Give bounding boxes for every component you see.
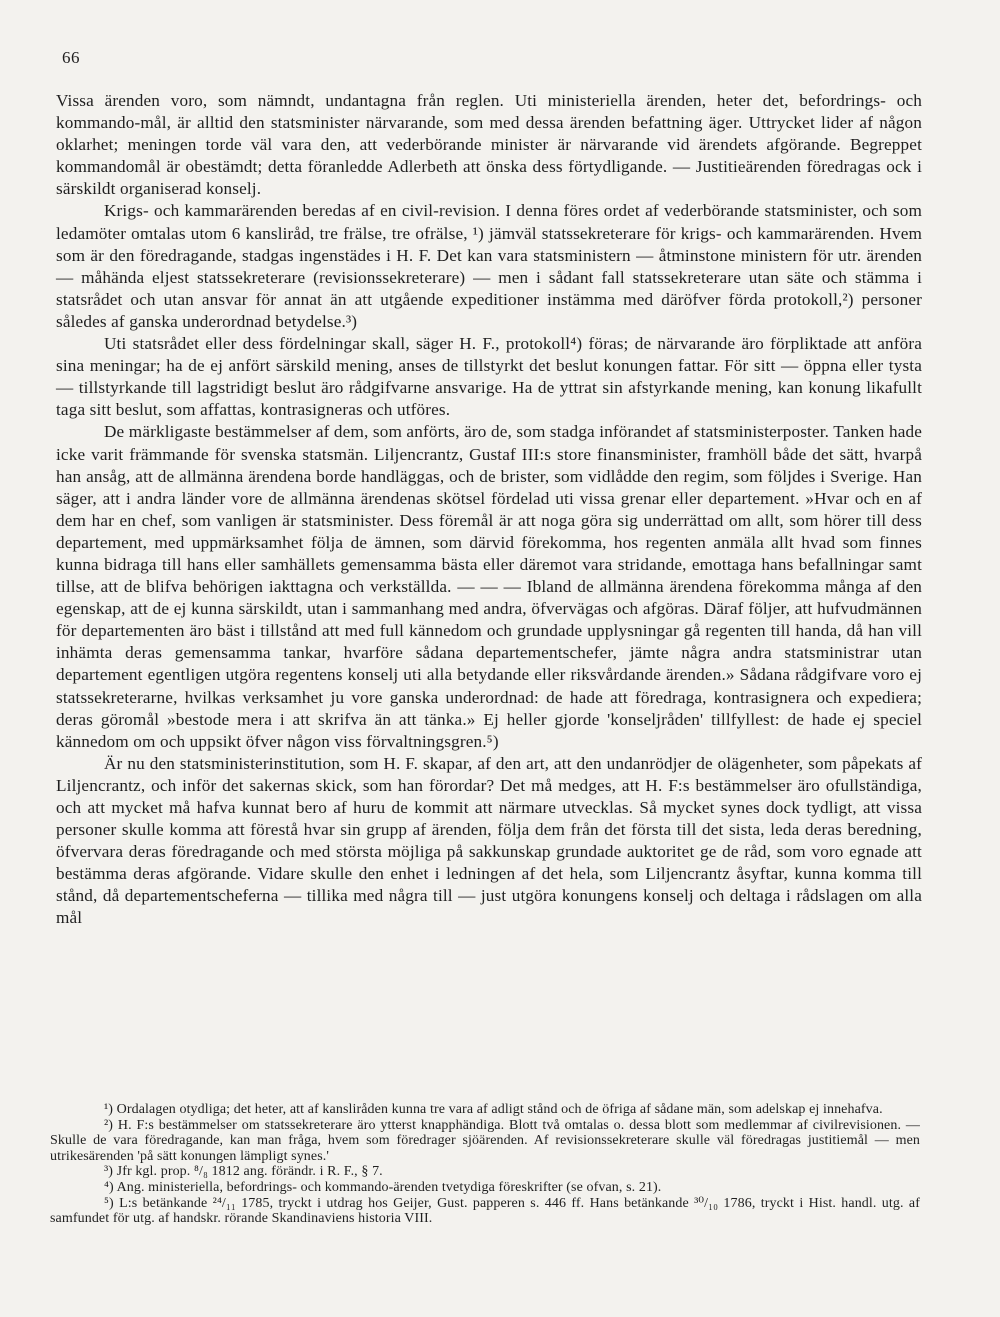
footnotes <box>50 1102 920 1227</box>
footnote: ⁵) L:s betänkande ²⁴/₁₁ 1785, tryckt i utdrag hos Geijer, Gust. papperen s. 446 ff. Hans betänkande ³⁰/₁₀ 1786, tryckt i Hist. handl. utg. af samfundet för utg. af handskr. rörande Skandinaviens historia VIII. <box>50 1195 920 1227</box>
paragraph: De märkligaste bestämmelser af dem, som anförts, äro de, som stadga införandet af statsministerposter. Tanken hade icke varit främmande för svenska statsmän. Liljencrantz, Gustaf III:s store finansminister, framhöll både det sätt, hvarpå han ansåg, att de allmänna ärendena borde handläggas, och de brister, som vidlådde den regim, som följdes i Sverige. Han säger, att i andra länder vore de allmänna ärendenas skötsel fördelad uti vissa grenar eller departement. »Hvar och en af dem har en chef, som vanligen är statsminister. Dess föremål är att noga göra sig underrättad om allt, som hörer till dess departement, med uppmärksamhet följa de ämnen, som därvid förekomma, hos regenten anmäla allt hvad som finnes kunna bidraga till hans eller samhällets gemensamma bästa eller däremot vara stridande, emottaga hans befallningar samt tillse, att de blifva behörigen iakttagna och verkställda. — — — Ibland de allmänna ärendena förekomma många af den egenskap, att de ej kunna särskildt, utan i sammanhang med andra, öfvervägas och afgöras. Däraf följer, att hufvudmännen för departementen äro bäst i tillstånd att med full kännedom och grundade upplysningar gå regenten till handa, då han vill inhämta deras gemensamma tankar, hvarföre sådana departementschefer, jämte några andra statsministrar utan departement egentligen utgöra regentens konselj uti alla betydande eller riksvårdande ärenden.» Sådana rådgifvare voro ej statssekreterarne, hvilkas verksamhet ju vore ganska underordnad: de hade att föredraga, kontrasignera och expediera; deras göromål »bestode mera i att skrifva än att tänka.» Ej heller gjorde 'konseljråden' tillfyllest: de hade ej speciel kännedom om och uppsikt öfver någon viss förvaltningsgren.⁵) <box>56 422 922 751</box>
paragraph: Vissa ärenden voro, som nämndt, undantagna från reglen. Uti ministeriella ärenden, heter det, befordrings- och kommando-mål, är alltid den statsminister närvarande, som med dessa ärenden befattning äger. Uttrycket lider af någon oklarhet; meningen torde väl vara den, att vederbörande minister är närvarande vid ärendets afgörande. Begreppet kommandomål är obestämdt; detta föranledde Adlerbeth att önska dess förtydligande. — Justitieärenden föredragas ock i särskildt organiserad konselj. <box>56 91 922 199</box>
page-number: 66 <box>62 48 80 67</box>
footnote: ³) Jfr kgl. prop. ⁸/₈ 1812 ang. förändr. i R. F., § 7. <box>104 1164 383 1180</box>
paragraph: Krigs- och kammarärenden beredas af en civil-revision. I denna föres ordet af vederbörande statsminister, och som ledamöter omtalas utom 6 kansliråd, tre frälse, tre ofrälse, ¹) jämväl statssekreterare för krigs- och kammarärenden. Hvem som är den föredragande, stadgas ingenstädes i H. F. Det kan vara statsministern — åtminstone ministern för utr. ärenden — måhända eljest statssekreterare (revisionssekreterare) — men i sådant fall statssekreterare utan säte och stämma i statsrådet och utan ansvar för annat än att utgående expeditioner instämma med däröfver förda protokoll,²) personer således af ganska underordnad betydelse.³) <box>56 201 922 331</box>
paragraph: Är nu den statsministerinstitution, som H. F. skapar, af den art, att den undanrödjer de olägenheter, som påpekats af Liljencrantz, och inför det sakernas skick, som han förordar? Det må medges, att H. F:s bestämmelser äro ofullständiga, och att mycket må hafva kunnat bero af huru de kommit att närmare utvecklas. Så mycket synes dock tydligt, att vissa personer skulle komma att förestå hvar sin grupp af ärenden, följa dem från det första till det sista, leda deras beredning, öfvervara deras föredragande och med största möjliga på sakkunskap grundade auktoritet ge de råd, som voro egnade att bestämma deras afgörande. Vidare skulle den enhet i ledningen af det hela, som Liljencrantz åsyftar, kunna komma till stånd, då departementscheferna — tillika med några till — just utgöra konungens konselj och deltaga i rådslagen om alla mål <box>56 753 922 928</box>
paragraph: Uti statsrådet eller dess fördelningar skall, säger H. F., protokoll⁴) föras; de närvarande äro förpliktade att anföra sina meningar; ha de ej anfört särskild mening, anses de tillstyrkt det beslut konungen fattar. För sitt — öppna eller tysta — tillstyrkande till lagstridigt beslut äro rådgifvarne ansvarige. Ha de yttrat sin afstyrkande mening, kan konung likafullt taga sitt beslut, som affattas, kontrasigneras och utföres. <box>56 334 922 420</box>
main-text <box>56 90 922 930</box>
footnote: ⁴) Ang. ministeriella, befordrings- och kommando-ärenden tvetydiga föreskrifter (se ofvan, s. 21). <box>104 1179 662 1195</box>
footnote: ²) H. F:s bestämmelser om statssekreterare äro ytterst knapphändiga. Blott två omtalas o. dessa blott som medlemmar af civilrevisionen. — Skulle de vara föredragande, kan man fråga, hvem som föredrager sjöärenden. Af revisionssekreterare skulle väl föredragas justitiemål — men utrikesärenden 'på sätt konungen lämpligt synes.' <box>50 1117 920 1164</box>
footnote: ¹) Ordalagen otydliga; det heter, att af kansliråden kunna tre vara af adligt stånd och de öfriga af sådane män, som adelskap ej innehafva. <box>104 1102 883 1117</box>
